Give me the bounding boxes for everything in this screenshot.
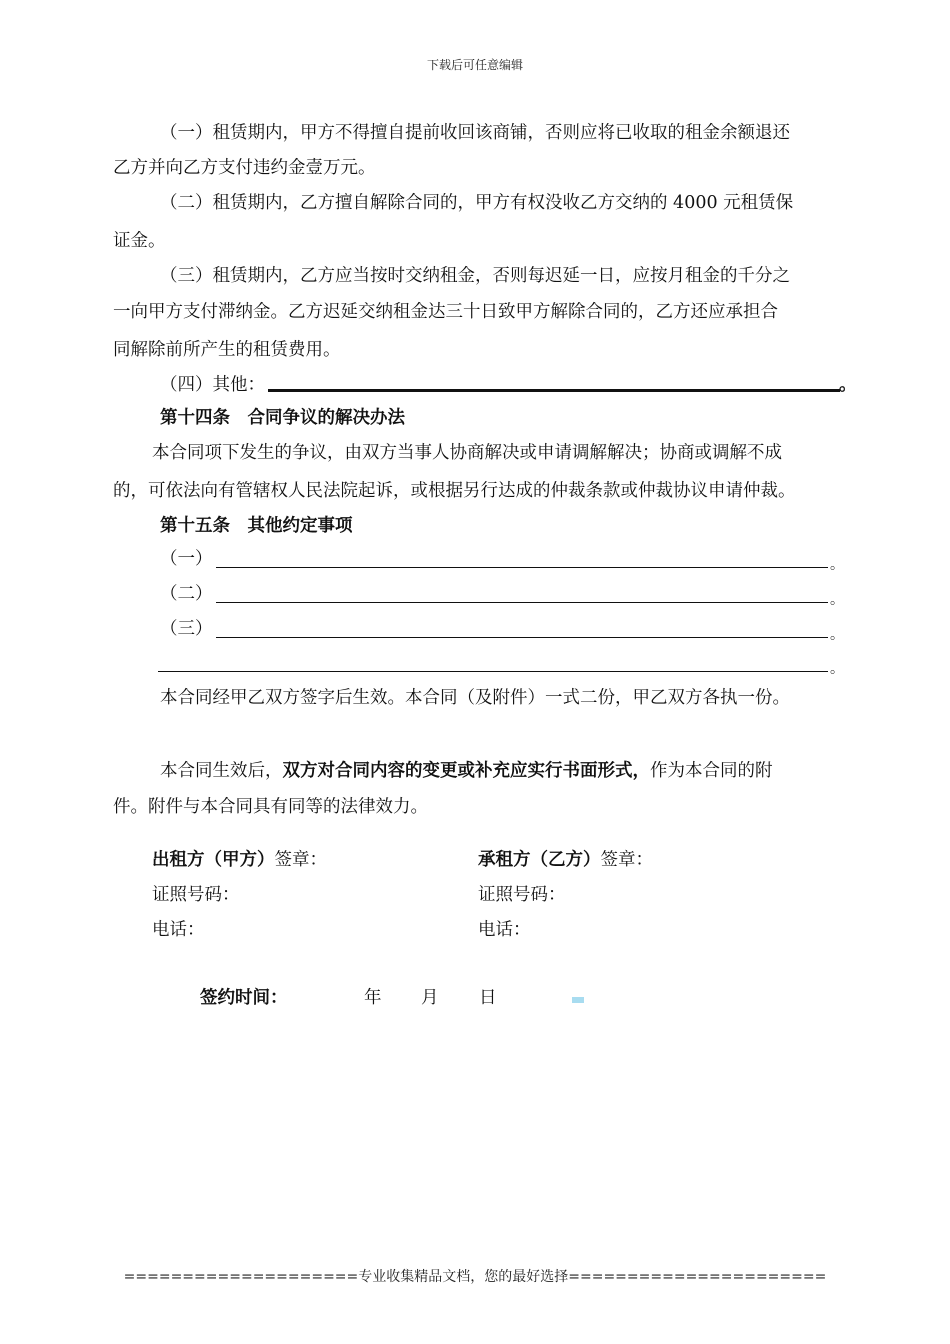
lessor-license-label: 证照号码：: [152, 885, 240, 905]
article-15-item-1-label: （一）: [160, 549, 213, 569]
lessor-signature-label: [152, 850, 327, 870]
article-15-item-2-label: （二）: [160, 584, 213, 604]
article-15-item-4-end: 。: [830, 661, 844, 677]
article-15-item-3-end: 。: [830, 627, 844, 643]
lessor-phone-label: 电话：: [152, 920, 205, 940]
lessee-seal-label: 签章：: [600, 850, 653, 870]
amendment-line-1: [160, 761, 773, 781]
article-15-item-1-end: 。: [830, 557, 844, 573]
signing-date-label: 签约时间：: [200, 988, 288, 1008]
lessee-signature-label: [478, 850, 653, 870]
article-15-item-4-blank: [158, 671, 828, 672]
signing-day-label: 日: [479, 988, 497, 1008]
lessee-title: 承租方（乙方）: [478, 850, 601, 870]
clause-3-line-3: 同解除前所产生的租赁费用。: [113, 340, 341, 360]
amendment-pre: 本合同生效后，: [160, 761, 283, 781]
article-15-item-2-blank: [216, 602, 828, 603]
article-15-item-3-label: （三）: [160, 619, 213, 639]
article-15-effect: 本合同经甲乙双方签字后生效。本合同（及附件）一式二份，甲乙双方各执一份。: [160, 688, 790, 708]
clause-4-blank-line: [268, 389, 840, 392]
clause-4-end-mark: 。: [839, 375, 857, 395]
article-14-line-1: 本合同项下发生的争议，由双方当事人协商解决或申请调解解决；协商或调解不成: [152, 443, 782, 463]
clause-3-line-2: 一向甲方支付滞纳金。乙方迟延交纳租金达三十日致甲方解除合同的，乙方还应承担合: [113, 302, 778, 322]
clause-1-line-2: 乙方并向乙方支付违约金壹万元。: [113, 158, 376, 178]
clause-1-line-1: （一）租赁期内，甲方不得擅自提前收回该商铺，否则应将已收取的租金余额退还: [160, 123, 790, 143]
page-header: 下载后可任意编辑: [426, 58, 523, 72]
lessee-phone-label: 电话：: [478, 920, 531, 940]
page-footer: ====================专业收集精品文档，您的最好选择======================: [123, 1269, 827, 1285]
lessee-license-label: 证照号码：: [478, 885, 566, 905]
article-15-title: 第十五条 其他约定事项: [160, 516, 353, 536]
clause-3-line-1: （三）租赁期内，乙方应当按时交纳租金，否则每迟延一日，应按月租金的千分之: [160, 266, 790, 286]
highlight-marker: [572, 997, 584, 1003]
article-15-item-2-end: 。: [830, 592, 844, 608]
amendment-post: 作为本合同的附: [650, 761, 773, 781]
article-15-item-3-blank: [216, 637, 828, 638]
clause-2-line-2: 证金。: [113, 231, 166, 251]
lessor-title: 出租方（甲方）: [152, 850, 275, 870]
signing-month-label: 月: [421, 988, 439, 1008]
amendment-line-2: 件。附件与本合同具有同等的法律效力。: [113, 797, 428, 817]
article-15-item-1-blank: [216, 567, 828, 568]
amendment-bold: 双方对合同内容的变更或补充应实行书面形式，: [282, 761, 650, 781]
lessor-seal-label: 签章：: [274, 850, 327, 870]
article-14-line-2: 的，可依法向有管辖权人民法院起诉，或根据另行达成的仲裁条款或仲裁协议申请仲裁。: [113, 481, 796, 501]
article-14-title: 第十四条 合同争议的解决办法: [160, 408, 405, 428]
clause-2-line-1: （二）租赁期内，乙方擅自解除合同的，甲方有权没收乙方交纳的 4000 元租赁保: [160, 193, 794, 213]
signing-year-label: 年: [364, 988, 382, 1008]
clause-4-label: （四）其他：: [160, 375, 265, 395]
